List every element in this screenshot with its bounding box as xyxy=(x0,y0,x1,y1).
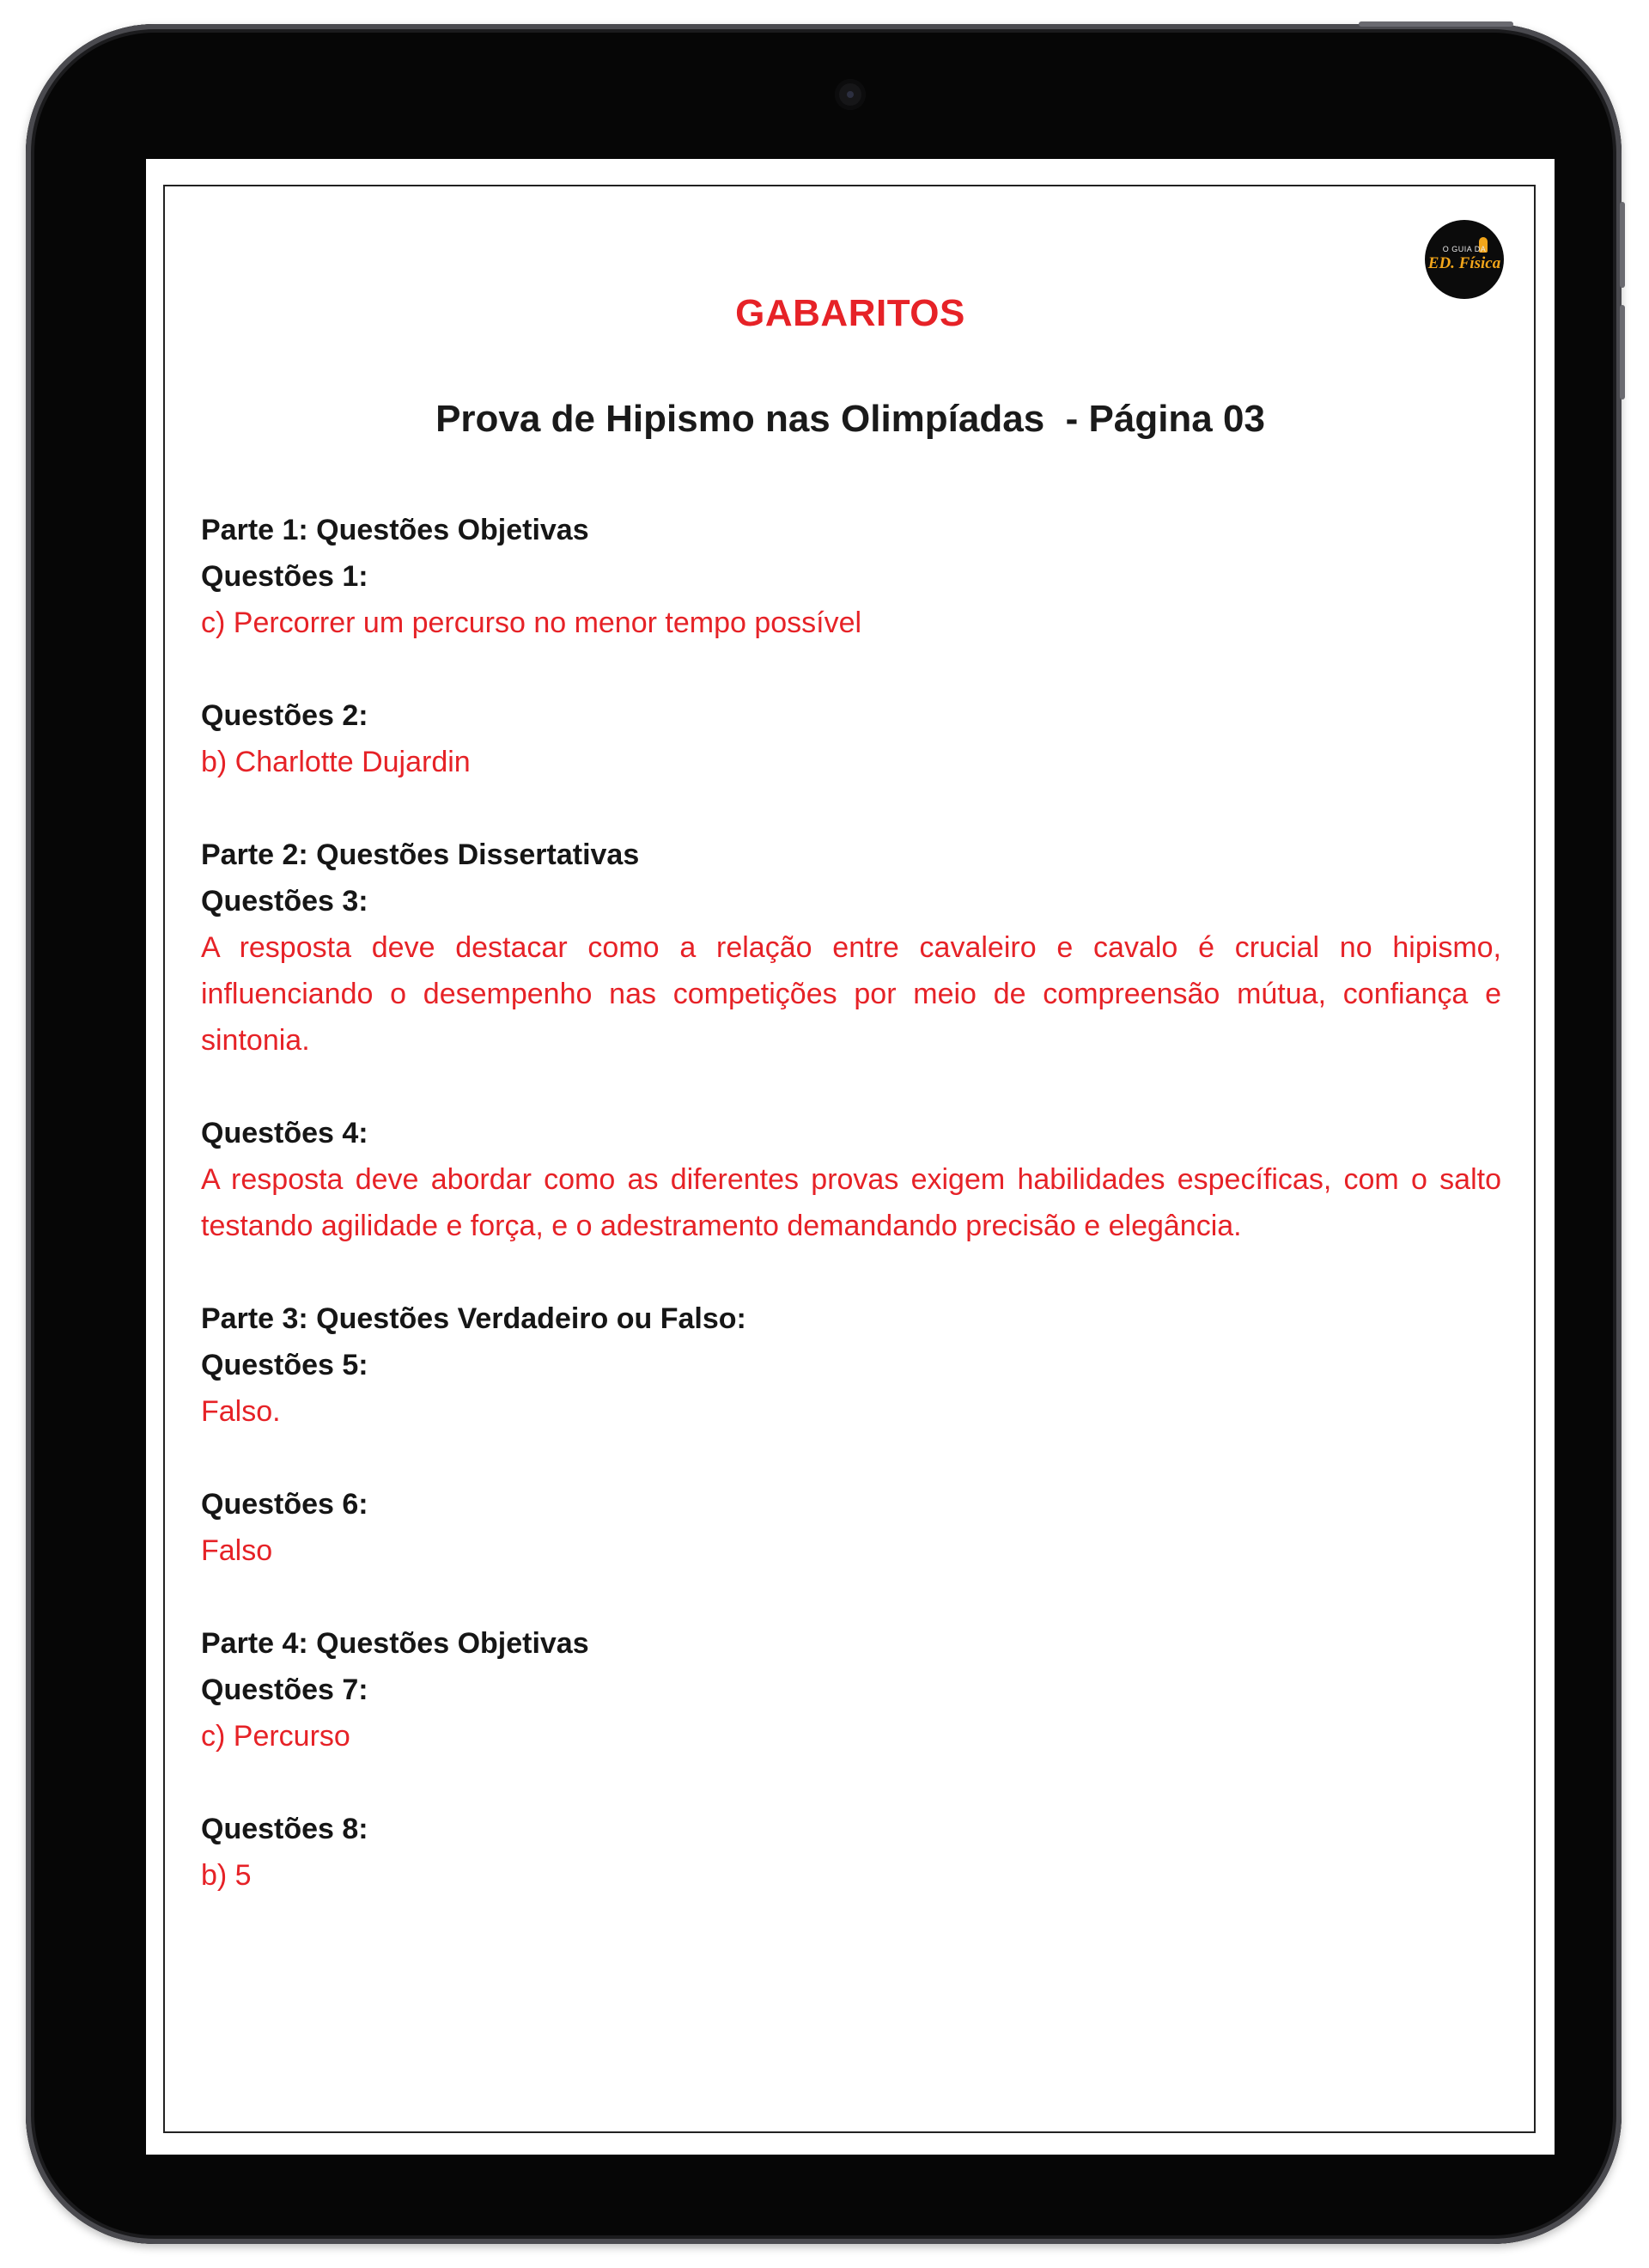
answer-2: b) Charlotte Dujardin xyxy=(201,746,471,778)
volume-up-button xyxy=(1620,202,1625,288)
answer-4: A resposta deve abordar como as diferentes provas exigem habilidades específicas, com o salto testando agilidade e força, e o adestramento demandando precisão e elegância. xyxy=(201,1163,1501,1242)
section-title-parte4: Parte 4: Questões Objetivas xyxy=(201,1627,589,1660)
answer-3: A resposta deve destacar como a relação entre cavaleiro e cavalo é crucial no hipismo, influenciando o desempenho nas competições por meio de compreensão mútua, confiança e sintonia. xyxy=(201,931,1501,1057)
question-label-6: Questões 6: xyxy=(201,1488,368,1521)
front-camera xyxy=(835,79,866,110)
question-label-3: Questões 3: xyxy=(201,885,368,918)
section-title-parte1: Parte 1: Questões Objetivas xyxy=(201,514,589,546)
answer-5: Falso. xyxy=(201,1395,281,1428)
answer-6: Falso xyxy=(201,1534,273,1567)
answer-1: c) Percorrer um percurso no menor tempo possível xyxy=(201,607,862,639)
ed-fisica-logo xyxy=(1425,220,1504,299)
question-label-5: Questões 5: xyxy=(201,1349,368,1381)
question-label-8: Questões 8: xyxy=(201,1813,368,1845)
section-title-parte2: Parte 2: Questões Dissertativas xyxy=(201,838,640,871)
answer-key-content xyxy=(201,507,1501,1899)
question-label-2: Questões 2: xyxy=(201,699,368,732)
page-heading: GABARITOS xyxy=(735,292,965,334)
power-button xyxy=(1359,21,1513,27)
volume-down-button xyxy=(1620,305,1625,399)
answer-8: b) 5 xyxy=(201,1859,252,1892)
answer-7: c) Percurso xyxy=(201,1720,350,1753)
tablet-frame xyxy=(26,24,1622,2244)
logo-small-text: O GUIA DA xyxy=(1442,245,1487,253)
tablet-screen xyxy=(146,159,1555,2155)
question-label-7: Questões 7: xyxy=(201,1674,368,1706)
question-label-1: Questões 1: xyxy=(201,560,368,593)
logo-main-text: ED. Física xyxy=(1427,254,1501,272)
question-label-4: Questões 4: xyxy=(201,1117,368,1149)
page-subheading: Prova de Hipismo nas Olimpíadas - Página 03 xyxy=(435,398,1265,440)
section-title-parte3: Parte 3: Questões Verdadeiro ou Falso: xyxy=(201,1302,746,1335)
